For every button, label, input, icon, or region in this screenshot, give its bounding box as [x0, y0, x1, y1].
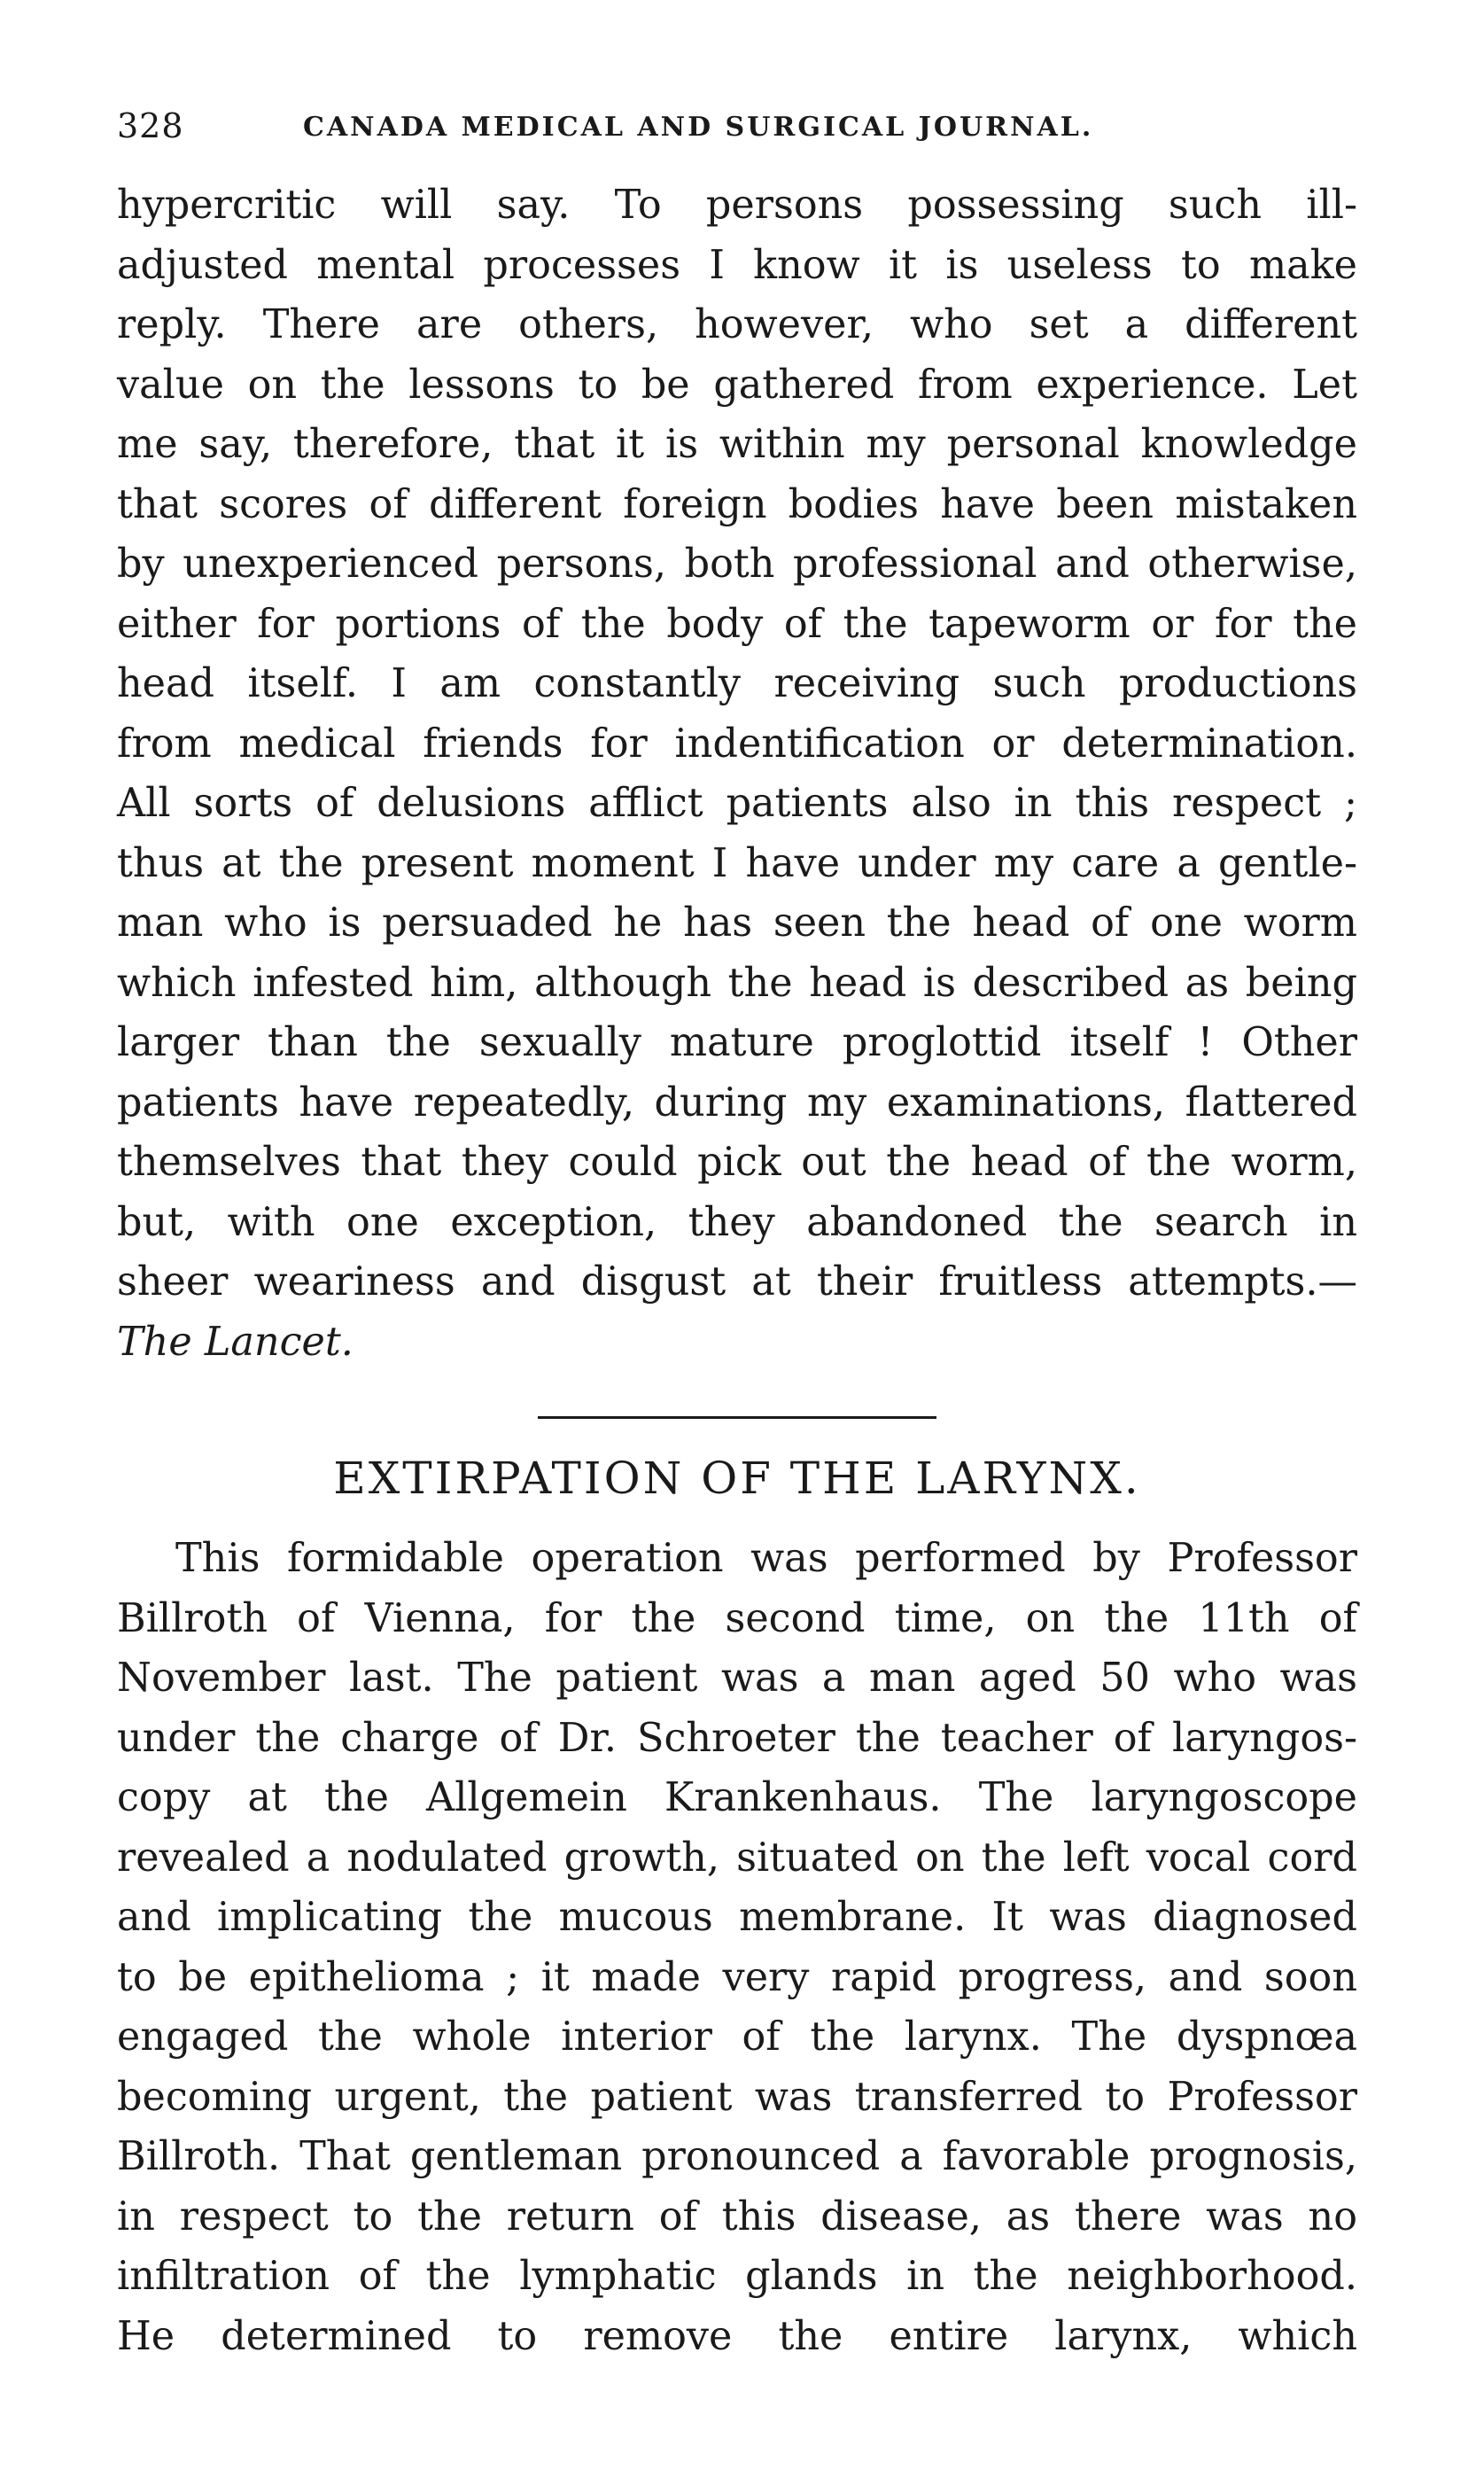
text-line: adjusted mental processes I know it is useless to make — [117, 242, 1357, 288]
text-line: engaged the whole interior of the larynx. The dyspnœa — [117, 2014, 1357, 2060]
text-line: themselves that they could pick out the head of the worm, — [117, 1140, 1357, 1185]
text-line: and implicating the mucous membrane. It was diagnosed — [117, 1895, 1357, 1940]
text-line: either for portions of the body of the tapeworm or for the — [117, 601, 1357, 647]
text-line: in respect to the return of this disease, as there was no — [117, 2193, 1357, 2240]
running-head — [117, 106, 1357, 168]
text-line: but, with one exception, they abandoned the search in — [117, 1199, 1357, 1245]
text-line: Billroth of Vienna, for the second time, on the 11th of — [117, 1595, 1357, 1641]
text-line: which infested him, although the head is described as being — [117, 960, 1357, 1006]
text-line: value on the lessons to be gathered from experience. Let — [117, 362, 1357, 408]
text-line: copy at the Allgemein Krankenhaus. The laryngoscope — [117, 1775, 1357, 1820]
text-line: hypercritic will say. To persons possessing such ill- — [117, 183, 1357, 228]
text-line: man who is persuaded he has seen the head of one worm — [117, 900, 1357, 946]
text-line: to be epithelioma ; it made very rapid progress, and soon — [117, 1954, 1357, 2000]
text-line: All sorts of delusions afflict patients also in this respect ; — [117, 781, 1357, 826]
page-number: 328 — [117, 106, 184, 145]
text-line: becoming urgent, the patient was transferred to Professor — [117, 2074, 1357, 2120]
text-line: patients have repeatedly, during my examinations, flattered — [117, 1079, 1357, 1126]
text-line: that scores of different foreign bodies have been mistaken — [117, 481, 1357, 527]
text-line: by unexperienced persons, both professional and otherwise, — [117, 541, 1357, 587]
text-line: November last. The patient was a man aged 50 who was — [117, 1655, 1357, 1701]
journal-title: CANADA MEDICAL AND SURGICAL JOURNAL. — [303, 112, 1094, 143]
section-title: EXTIRPATION OF THE LARYNX. — [333, 1453, 1141, 1504]
text-line: thus at the present moment I have under my care a gentle- — [117, 840, 1357, 886]
document-page — [117, 106, 1357, 2366]
text-line: head itself. I am constantly receiving such productions — [117, 661, 1357, 706]
text-line: sheer weariness and disgust at their fruitless attempts.— — [117, 1259, 1357, 1305]
first-paragraph — [117, 175, 1357, 1372]
text-line: larger than the sexually mature proglottid itself ! Other — [117, 1020, 1357, 1065]
text-line: Billroth. That gentleman pronounced a favorable prognosis, — [117, 2134, 1357, 2179]
text-line: me say, therefore, that it is within my personal knowledge — [117, 422, 1357, 467]
source-citation: The Lancet. — [117, 1319, 354, 1365]
text-line: from medical friends for indentification or determination. — [117, 721, 1357, 767]
text-line: This formidable operation was performed by Professor — [175, 1536, 1357, 1581]
text-line: under the charge of Dr. Schroeter the teacher of laryngos- — [117, 1715, 1357, 1761]
text-line: revealed a nodulated growth, situated on the left vocal cord — [117, 1835, 1357, 1881]
section-paragraph — [117, 1529, 1357, 2366]
section-divider — [538, 1416, 936, 1419]
text-line: reply. There are others, however, who set a different — [117, 302, 1357, 347]
text-line: He determined to remove the entire larynx, which — [117, 2313, 1357, 2359]
text-line: infiltration of the lymphatic glands in the neighborhood. — [117, 2254, 1357, 2299]
